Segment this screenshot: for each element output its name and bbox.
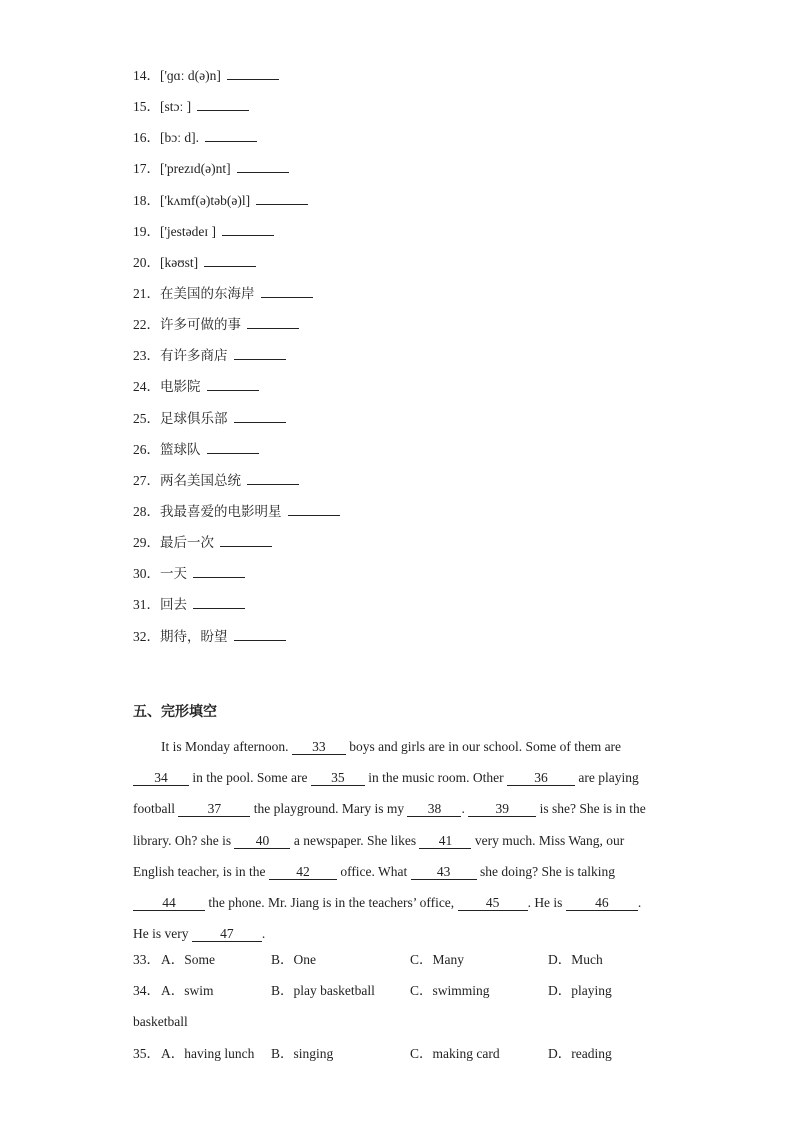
- question-prompt: ['ɡɑː d(ə)n]: [160, 68, 221, 83]
- question-prompt: 回去: [160, 597, 187, 613]
- question-item: [133, 315, 340, 346]
- answer-blank[interactable]: [205, 128, 257, 142]
- passage-text: in the pool. Some are: [189, 770, 311, 786]
- question-prompt: 我最喜爱的电影明星: [160, 503, 282, 519]
- question-item: [133, 471, 340, 502]
- cloze-gap[interactable]: 36: [507, 770, 575, 786]
- cloze-gap[interactable]: 33: [292, 739, 346, 755]
- question-item: [133, 128, 340, 159]
- option-a[interactable]: A．having lunch: [161, 1045, 255, 1061]
- question-number: 29．: [133, 535, 160, 551]
- option-b[interactable]: B．play basketball: [271, 983, 375, 999]
- question-number: 20．: [133, 254, 160, 270]
- answer-blank[interactable]: [193, 595, 245, 609]
- question-prompt: ['kʌmf(ə)təb(ə)l]: [160, 192, 251, 208]
- question-number: 18．: [133, 192, 160, 208]
- question-item: [133, 222, 340, 253]
- cloze-gap[interactable]: 46: [566, 895, 638, 911]
- cloze-gap[interactable]: 38: [407, 801, 461, 817]
- cloze-gap[interactable]: 43: [411, 864, 477, 880]
- question-number: 28．: [133, 503, 160, 519]
- question-number: 23．: [133, 348, 160, 364]
- passage-text: . He is: [527, 895, 566, 911]
- option-c[interactable]: C．swimming: [410, 983, 490, 999]
- question-prompt: 篮球队: [160, 441, 201, 457]
- passage-text: are playing football: [133, 770, 639, 817]
- question-number: 32．: [133, 628, 160, 644]
- question-prompt: 一天: [160, 566, 187, 582]
- answer-blank[interactable]: [204, 253, 256, 267]
- answer-blank[interactable]: [247, 315, 299, 329]
- choice-number: 35．: [133, 1045, 160, 1061]
- question-prompt: ['prezɪd(ə)nt]: [160, 161, 231, 177]
- choice-list: [133, 947, 693, 1072]
- question-prompt: 电影院: [160, 379, 201, 395]
- question-item: [133, 409, 340, 440]
- question-item: [133, 346, 340, 377]
- option-c[interactable]: C．Many: [410, 952, 464, 967]
- question-prompt: [bɔː d].: [160, 130, 199, 146]
- option-d[interactable]: D．Much: [548, 952, 603, 967]
- choice-row: [133, 947, 693, 978]
- option-d[interactable]: D．playing: [548, 983, 612, 999]
- choice-number: 33．: [133, 952, 160, 967]
- question-prompt: 有许多商店: [160, 348, 228, 364]
- question-number: 19．: [133, 223, 160, 239]
- cloze-gap[interactable]: 44: [133, 895, 205, 911]
- cloze-gap[interactable]: 35: [311, 770, 365, 786]
- question-number: 17．: [133, 161, 160, 177]
- question-item: [133, 159, 340, 190]
- question-item: [133, 377, 340, 408]
- cloze-gap[interactable]: 40: [234, 833, 290, 849]
- answer-blank[interactable]: [261, 284, 313, 298]
- question-prompt: 在美国的东海岸: [160, 285, 255, 301]
- question-number: 16．: [133, 130, 160, 146]
- question-number: 30．: [133, 566, 160, 582]
- question-prompt: [kəʊst]: [160, 254, 199, 270]
- passage-text: a newspaper. She likes: [290, 832, 420, 848]
- question-item: [133, 502, 340, 533]
- option-b[interactable]: B．One: [271, 952, 316, 967]
- question-prompt: 两名美国总统: [160, 472, 241, 488]
- answer-blank[interactable]: [288, 502, 340, 516]
- question-item: [133, 627, 340, 658]
- cloze-gap[interactable]: 37: [178, 801, 250, 817]
- passage-text: the playground. Mary is my: [250, 801, 408, 817]
- cloze-gap[interactable]: 39: [468, 801, 536, 817]
- answer-blank[interactable]: [256, 191, 308, 205]
- question-number: 27．: [133, 472, 160, 488]
- question-item: [133, 66, 340, 97]
- answer-blank[interactable]: [247, 471, 299, 485]
- question-number: 22．: [133, 317, 160, 333]
- question-number: 31．: [133, 597, 160, 613]
- question-item: [133, 440, 340, 471]
- passage-text: .: [461, 801, 469, 817]
- passage-text: she doing? She is talking: [476, 863, 616, 879]
- passage-text: .: [637, 895, 642, 911]
- passage-text: .: [261, 926, 266, 942]
- answer-blank[interactable]: [207, 440, 259, 454]
- question-prompt: 许多可做的事: [160, 317, 241, 333]
- passage-text: in the music room. Other: [364, 770, 507, 786]
- question-number: 26．: [133, 441, 160, 457]
- option-d-continuation: basketball: [133, 1014, 188, 1030]
- question-item: [133, 564, 340, 595]
- question-prompt: 期待，盼望: [160, 628, 228, 644]
- choice-number: 34．: [133, 983, 160, 999]
- option-b[interactable]: B．singing: [271, 1045, 334, 1061]
- option-a[interactable]: A．Some: [161, 952, 215, 967]
- passage-text: He is very: [133, 926, 192, 942]
- question-number: 25．: [133, 410, 160, 426]
- passage-text: very much. Miss Wang, our English teacher, is in the: [133, 832, 625, 879]
- answer-blank[interactable]: [207, 377, 259, 391]
- answer-blank[interactable]: [222, 222, 274, 236]
- answer-blank[interactable]: [237, 159, 289, 173]
- passage-text: It is Monday afternoon.: [161, 739, 292, 754]
- question-number: 24．: [133, 379, 160, 395]
- answer-blank[interactable]: [234, 627, 286, 641]
- question-prompt: 足球俱乐部: [160, 410, 228, 426]
- cloze-gap[interactable]: 47: [192, 926, 262, 942]
- answer-blank[interactable]: [193, 564, 245, 578]
- cloze-passage: [133, 731, 663, 949]
- section-heading: 五、完形填空: [133, 704, 217, 720]
- option-d[interactable]: D．reading: [548, 1045, 612, 1061]
- passage-text: office. What: [336, 863, 411, 879]
- cloze-gap[interactable]: 41: [419, 833, 471, 849]
- question-item: [133, 191, 340, 222]
- answer-blank[interactable]: [220, 533, 272, 547]
- question-item: [133, 533, 340, 564]
- answer-blank[interactable]: [234, 409, 286, 423]
- answer-blank[interactable]: [234, 346, 286, 360]
- question-number: 21．: [133, 285, 160, 301]
- question-item: [133, 284, 340, 315]
- question-list: [133, 66, 340, 658]
- cloze-gap[interactable]: 45: [458, 895, 528, 911]
- option-a[interactable]: A．swim: [161, 983, 214, 999]
- passage-text: boys and girls are in our school. Some of them are: [345, 739, 622, 754]
- option-c[interactable]: C．making card: [410, 1045, 500, 1061]
- passage-text: the phone. Mr. Jiang is in the teachers’ office,: [205, 895, 458, 911]
- question-prompt: ['jestədeɪ ]: [160, 223, 217, 239]
- question-number: 14．: [133, 68, 160, 83]
- question-item: [133, 595, 340, 626]
- choice-row: [133, 1041, 693, 1072]
- question-item: [133, 97, 340, 128]
- answer-blank[interactable]: [227, 66, 279, 80]
- cloze-gap[interactable]: 42: [269, 864, 337, 880]
- passage-text: is she? She is in the library. Oh? she is: [133, 801, 646, 848]
- question-prompt: 最后一次: [160, 535, 214, 551]
- question-item: [133, 253, 340, 284]
- question-number: 15．: [133, 99, 160, 115]
- choice-row: [133, 978, 693, 1009]
- answer-blank[interactable]: [197, 97, 249, 111]
- question-prompt: [stɔː ]: [160, 99, 192, 115]
- cloze-gap[interactable]: 34: [133, 770, 189, 786]
